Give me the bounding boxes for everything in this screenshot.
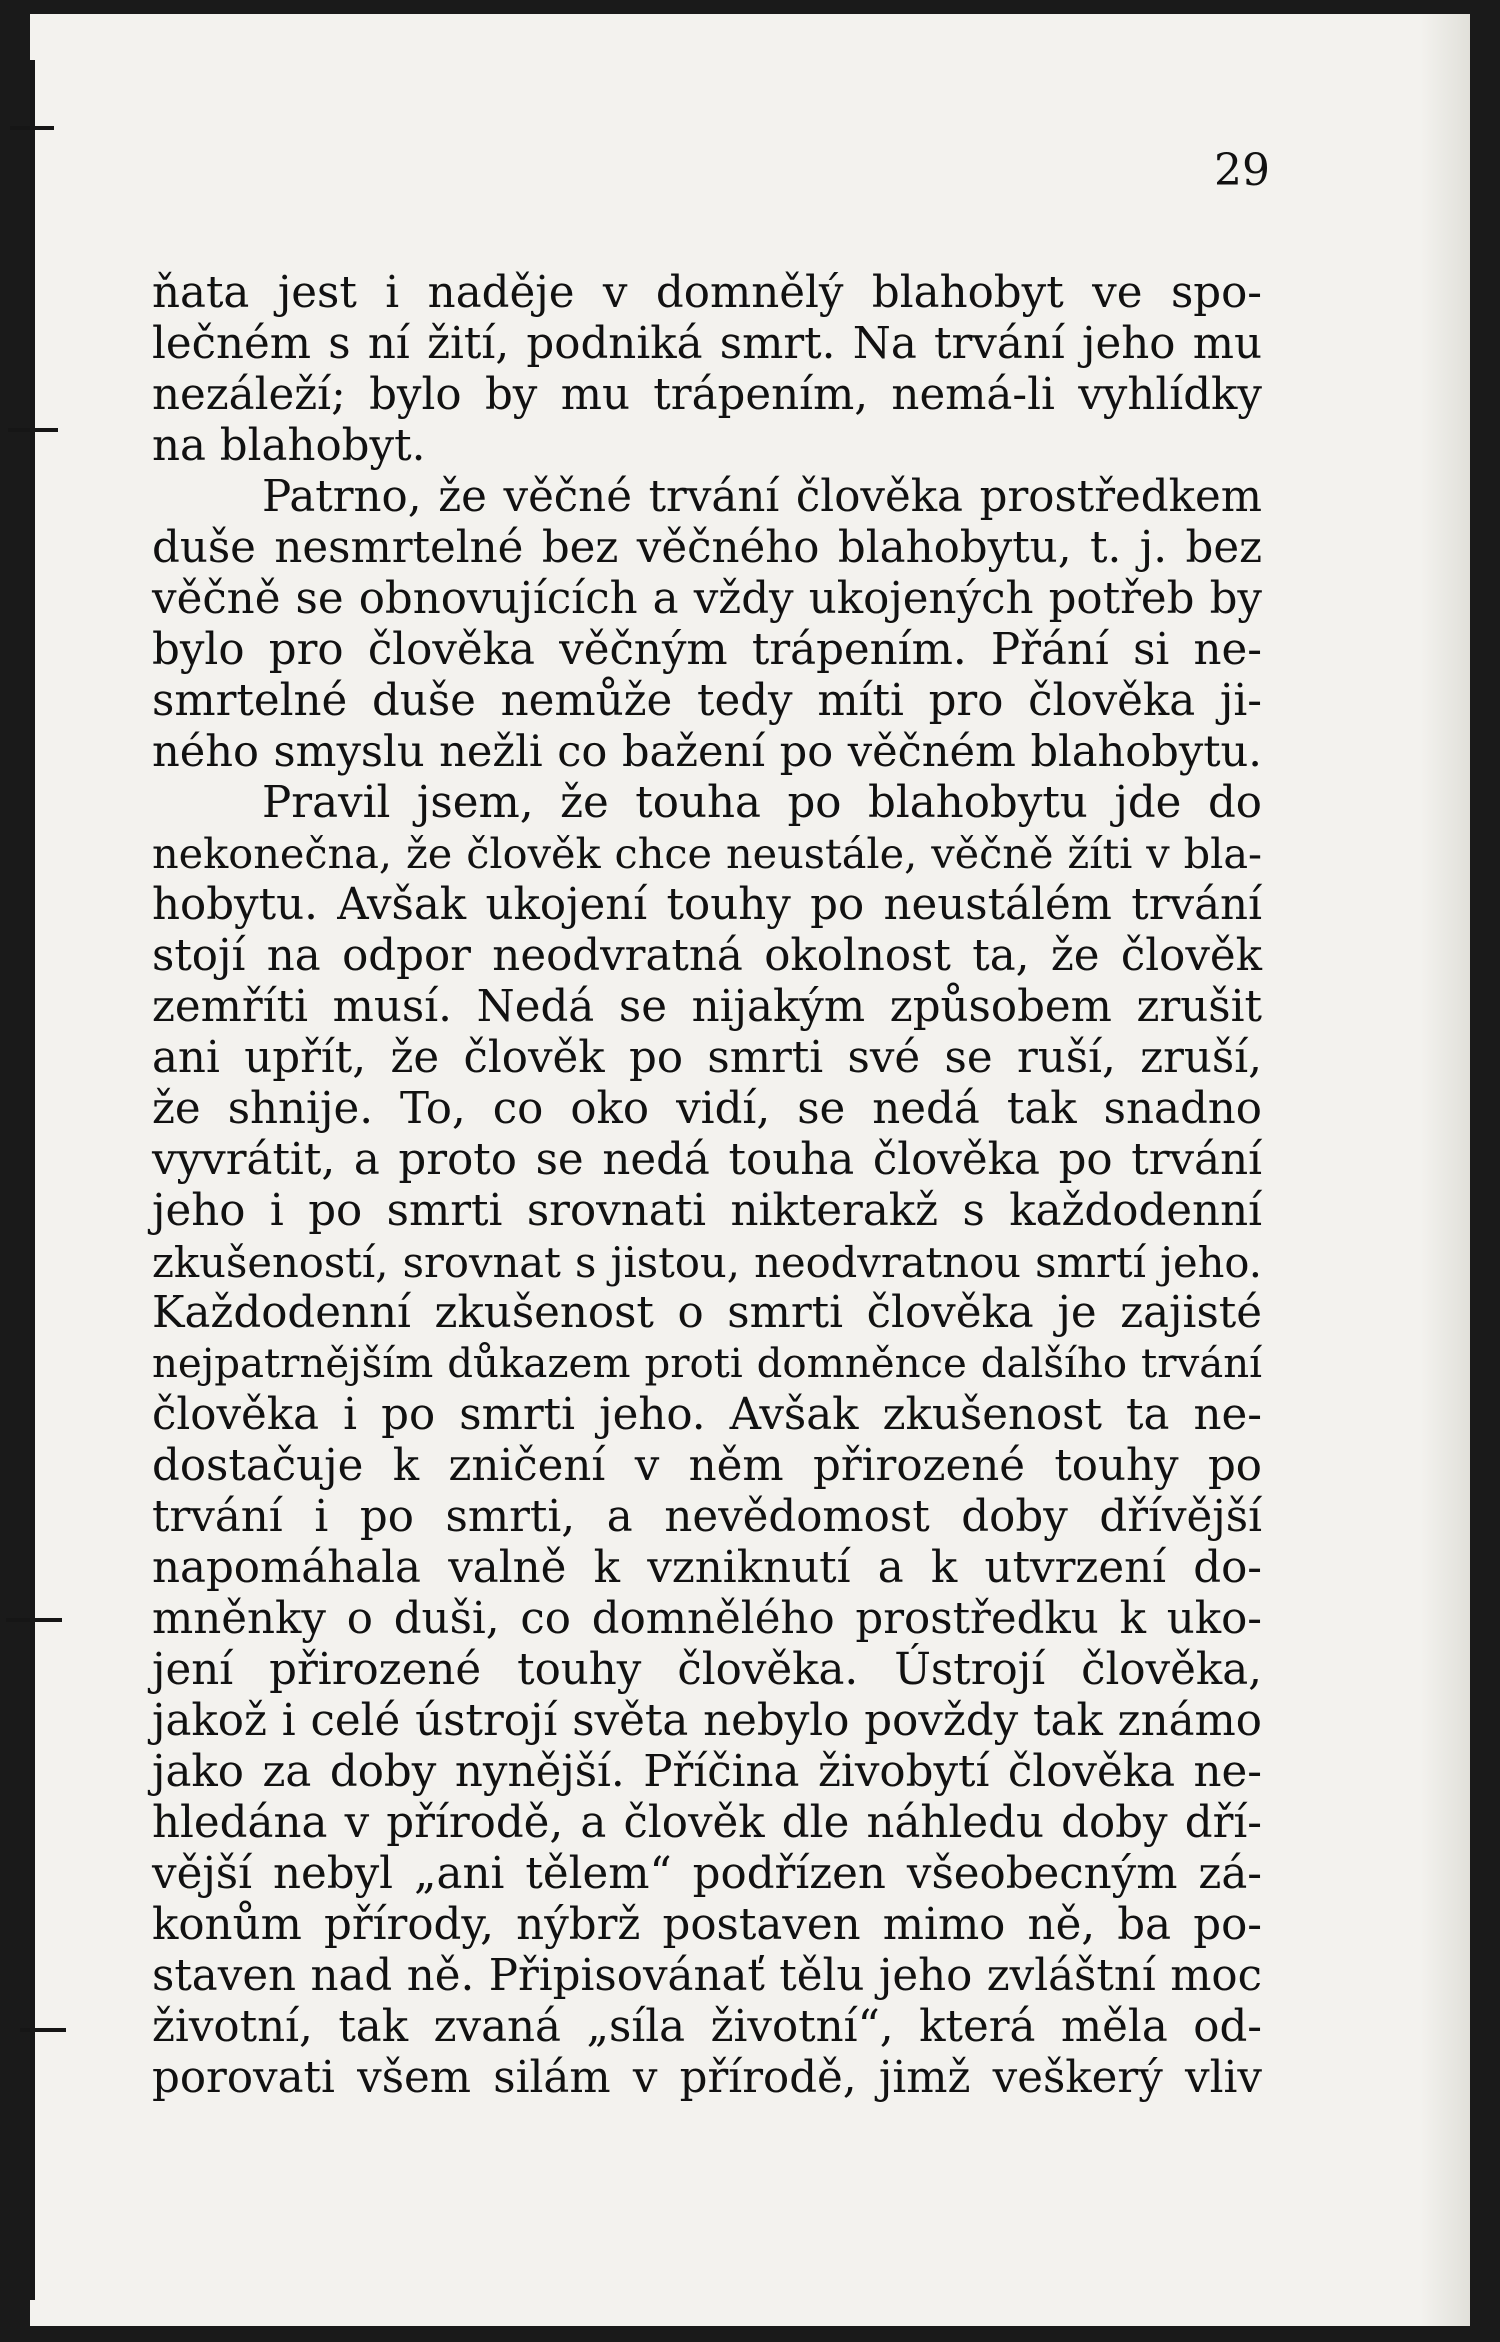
text-line: konům přírody, nýbrž postaven mimo ně, ba po-	[152, 1900, 1262, 1950]
text-line: Každodenní zkušenost o smrti člověka je zajisté	[152, 1288, 1262, 1338]
text-line: na blahobyt.	[152, 421, 426, 471]
text-line: staven nad ně. Připisovánať tělu jeho zvláštní moc	[152, 1951, 1262, 2001]
text-line: stojí na odpor neodvratná okolnost ta, že člověk	[152, 931, 1262, 981]
text-line: nezáleží; bylo by mu trápením, nemá-li vyhlídky	[152, 370, 1262, 420]
text-line: porovati všem silám v přírodě, jimž veškerý vliv	[152, 2053, 1262, 2103]
text-line: trvání i po smrti, a nevědomost doby dřívější	[152, 1492, 1262, 1542]
text-line: dostačuje k zničení v něm přirozené touhy po	[152, 1441, 1262, 1491]
page-number: 29	[1214, 145, 1270, 196]
text-line: jeho i po smrti srovnati nikterakž s každodenní	[152, 1186, 1262, 1236]
text-line: věčně se obnovujících a vždy ukojených potřeb by	[152, 574, 1262, 624]
text-line: ného smyslu nežli co bažení po věčném blahobytu.	[152, 727, 1262, 777]
paper-edge-shadow	[1420, 14, 1470, 2326]
binding-mark	[8, 428, 58, 432]
text-line: jení přirozené touhy člověka. Ústrojí člověka,	[152, 1645, 1262, 1695]
text-line: člověka i po smrti jeho. Avšak zkušenost ta ne-	[152, 1390, 1262, 1440]
text-line: duše nesmrtelné bez věčného blahobytu, t. j. bez	[152, 523, 1262, 573]
text-line: nejpatrnějším důkazem proti domněnce dalšího trvání	[152, 1341, 1262, 1387]
text-line: jako za doby nynější. Příčina živobytí člověka ne-	[152, 1747, 1262, 1797]
text-line: nekonečna, že člověk chce neustále, věčně žíti v bla-	[152, 830, 1262, 878]
text-line: smrtelné duše nemůže tedy míti pro člověka ji-	[152, 676, 1262, 726]
body-text	[152, 268, 1262, 2104]
text-line: Pravil jsem, že touha po blahobytu jde do	[262, 778, 1262, 828]
text-line: zkušeností, srovnat s jistou, neodvratnou smrtí jeho.	[152, 1238, 1262, 1287]
text-line: životní, tak zvaná „síla životní“, která měla od-	[152, 2002, 1262, 2052]
text-line: že shnije. To, co oko vidí, se nedá tak snadno	[152, 1084, 1262, 1134]
binding-mark	[6, 1618, 62, 1622]
text-line: Patrno, že věčné trvání člověka prostředkem	[262, 472, 1262, 522]
text-line: vější nebyl „ani tělem“ podřízen všeobecným zá-	[152, 1849, 1262, 1899]
binding-edge	[30, 60, 35, 2300]
text-line: lečném s ní žití, podniká smrt. Na trvání jeho mu	[152, 319, 1262, 369]
text-line: hledána v přírodě, a člověk dle náhledu doby dří-	[152, 1798, 1262, 1848]
binding-mark	[10, 126, 54, 130]
text-line: ňata jest i naděje v domnělý blahobyt ve spo-	[152, 268, 1262, 318]
text-line: jakož i celé ústrojí světa nebylo povždy tak známo	[152, 1696, 1262, 1746]
text-line: napomáhala valně k vzniknutí a k utvrzení do-	[152, 1543, 1262, 1593]
text-line: vyvrátit, a proto se nedá touha člověka po trvání	[152, 1135, 1262, 1185]
text-line: zemříti musí. Nedá se nijakým způsobem zrušit	[152, 982, 1262, 1032]
text-line: mněnky o duši, co domnělého prostředku k uko-	[152, 1594, 1262, 1644]
binding-mark	[20, 2028, 66, 2032]
text-line: hobytu. Avšak ukojení touhy po neustálém trvání	[152, 880, 1262, 930]
text-line: bylo pro člověka věčným trápením. Přání si ne-	[152, 625, 1262, 675]
text-line: ani upřít, že člověk po smrti své se ruší, zruší,	[152, 1033, 1262, 1083]
